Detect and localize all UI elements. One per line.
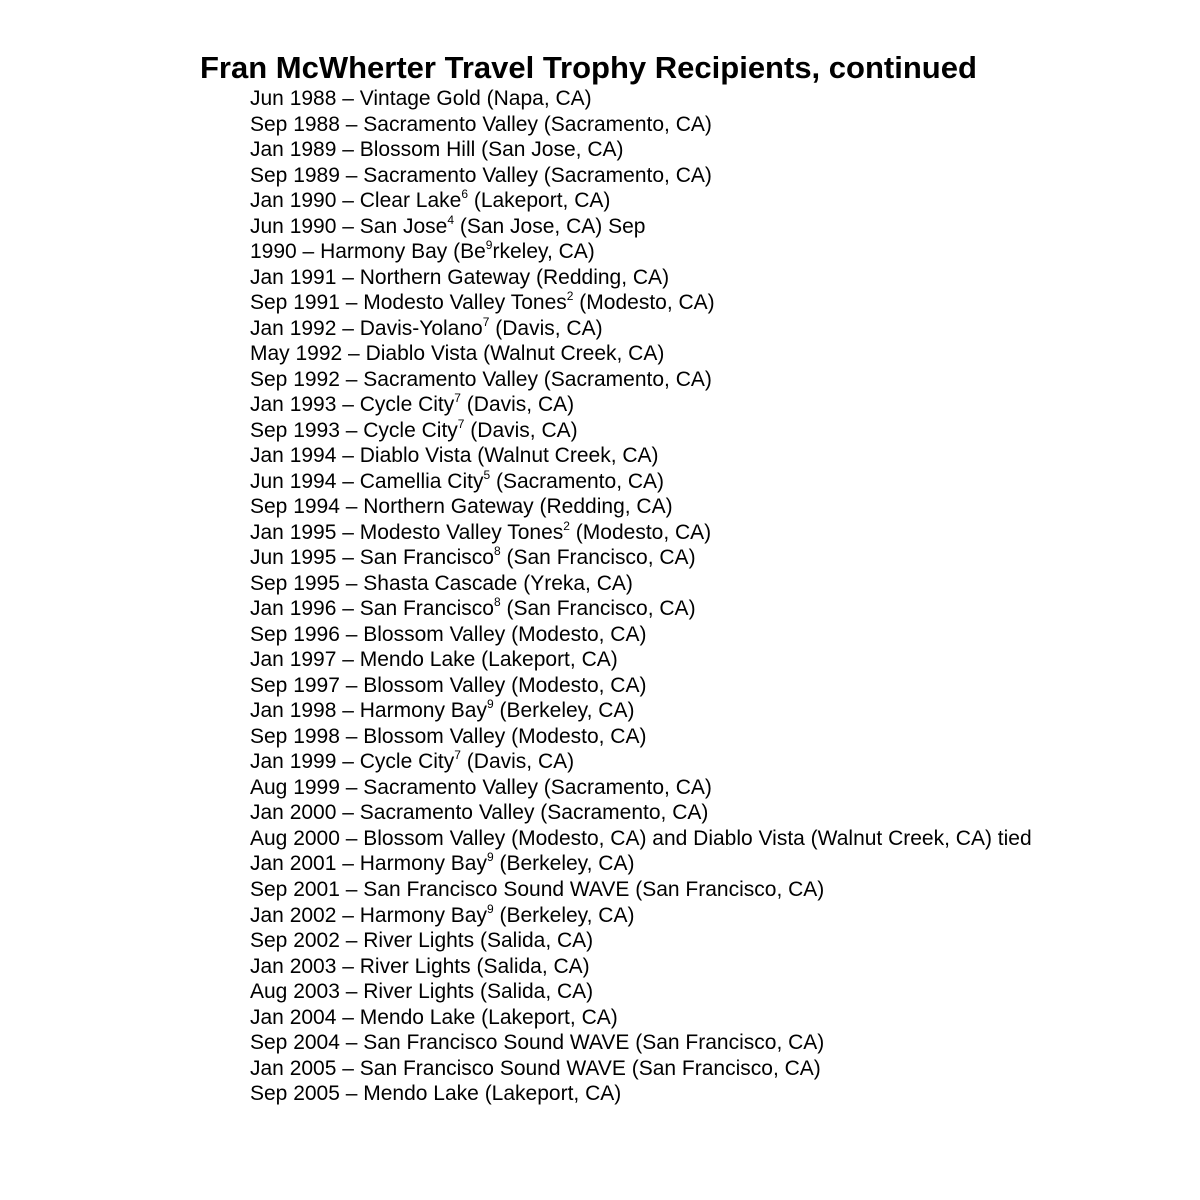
entry-text: Aug 2000 – Blossom Valley (Modesto, CA) and Diablo Vista (Walnut Creek, CA) tied [250, 826, 1032, 850]
recipient-entry [250, 443, 1032, 469]
entry-text: Sep 2005 – Mendo Lake [250, 1082, 479, 1106]
entry-location: (Lakeport, CA) [475, 1005, 618, 1029]
entry-location: (Redding, CA) [533, 495, 673, 519]
recipient-entry [250, 112, 1032, 138]
entry-location: (Salida, CA) [474, 980, 594, 1004]
entry-text: Sep 1996 – Blossom Valley [250, 622, 506, 646]
entry-location: (Berkeley, CA) [493, 699, 635, 723]
entry-location: (Lakeport, CA) [468, 189, 611, 213]
recipient-entry [250, 724, 1032, 750]
recipient-entry [250, 341, 1032, 367]
footnote-marker: 7 [482, 314, 490, 329]
entry-location: (Walnut Creek, CA) [477, 342, 665, 366]
recipient-entry [250, 1005, 1032, 1031]
recipient-list [250, 86, 1032, 1107]
recipient-entry [250, 903, 1032, 929]
entry-text: Jan 2005 – San Francisco Sound WAVE [250, 1056, 626, 1080]
entry-text: Sep 2002 – River Lights [250, 929, 475, 953]
recipient-entry [250, 749, 1032, 775]
recipient-entry [250, 1030, 1032, 1056]
recipient-entry [250, 494, 1032, 520]
footnote-marker: 2 [566, 289, 574, 304]
recipient-entry [250, 290, 1032, 316]
entry-location: (Modesto, CA) [505, 622, 647, 646]
footnote-marker: 5 [483, 467, 491, 482]
entry-location: (San Francisco, CA) [629, 1031, 825, 1055]
recipient-entry [250, 469, 1032, 495]
entry-location: (Modesto, CA) [569, 520, 712, 544]
entry-location: (San Francisco, CA) [629, 877, 825, 901]
entry-text: Sep 1988 – Sacramento Valley [250, 112, 538, 136]
entry-text: Jun 1990 – San Jose [250, 214, 448, 238]
entry-text: Sep 1993 – Cycle City [250, 418, 458, 442]
recipient-entry [250, 520, 1032, 546]
entry-text: Sep 2004 – San Francisco Sound WAVE [250, 1031, 630, 1055]
entry-text: Sep 1998 – Blossom Valley [250, 724, 506, 748]
entry-location: (San Francisco, CA) [500, 546, 696, 570]
entry-location: (Modesto, CA) [573, 291, 715, 315]
entry-text: Jan 1998 – Harmony Bay [250, 699, 487, 723]
recipient-entry [250, 239, 1032, 265]
recipient-entry [250, 775, 1032, 801]
recipient-entry [250, 1081, 1032, 1107]
entry-location: (Sacramento, CA) [534, 801, 709, 825]
recipient-entry [250, 316, 1032, 342]
recipient-entry [250, 1056, 1032, 1082]
recipient-entry [250, 826, 1032, 852]
footnote-marker: 7 [454, 748, 461, 763]
entry-location: (Sacramento, CA) [537, 775, 712, 799]
entry-text: Sep 1991 – Modesto Valley Tones [250, 291, 567, 315]
footnote-marker: 8 [493, 595, 501, 610]
entry-location: (Sacramento, CA) [537, 367, 712, 391]
entry-location: rkeley, CA) [492, 240, 595, 264]
recipient-entry [250, 86, 1032, 112]
entry-text: Jun 1988 – Vintage Gold [250, 87, 481, 110]
entry-text: Jan 1990 – Clear Lake [250, 189, 462, 213]
entry-location: (Salida, CA) [474, 929, 594, 953]
entry-text: Sep 1992 – Sacramento Valley [250, 367, 538, 391]
entry-text: Aug 2003 – River Lights [250, 980, 475, 1004]
recipient-entry [250, 214, 1032, 240]
entry-text: Jan 2000 – Sacramento Valley [250, 801, 535, 825]
entry-text: Jan 1996 – San Francisco [250, 597, 494, 621]
footnote-marker: 2 [563, 518, 570, 533]
entry-text: Jan 1999 – Cycle City [250, 750, 455, 774]
entry-location: (Berkeley, CA) [493, 903, 635, 927]
footnote-marker: 9 [485, 238, 493, 253]
entry-location: (Davis, CA) [460, 393, 575, 417]
entry-location: (Modesto, CA) [505, 673, 647, 697]
entry-text: Sep 1995 – Shasta Cascade [250, 571, 518, 595]
entry-location: (Sacramento, CA) [537, 112, 712, 136]
recipient-entry [250, 188, 1032, 214]
entry-text: Jan 1989 – Blossom Hill [250, 138, 476, 162]
recipient-entry [250, 418, 1032, 444]
footnote-marker: 6 [461, 187, 468, 202]
recipient-entry [250, 265, 1032, 291]
recipient-entry [250, 596, 1032, 622]
entry-location: (Walnut Creek, CA) [471, 444, 659, 468]
entry-text: Aug 1999 – Sacramento Valley [250, 775, 538, 799]
recipient-entry [250, 877, 1032, 903]
recipient-entry [250, 571, 1032, 597]
entry-text: Sep 1989 – Sacramento Valley [250, 163, 538, 187]
footnote-marker: 4 [447, 212, 455, 227]
footnote-marker: 9 [486, 850, 494, 865]
entry-location: (Berkeley, CA) [493, 852, 635, 876]
entry-text: Sep 2001 – San Francisco Sound WAVE [250, 877, 630, 901]
entry-location: (Davis, CA) [460, 750, 575, 774]
recipient-entry [250, 137, 1032, 163]
entry-text: 1990 – Harmony Bay (Be [250, 240, 486, 264]
entry-location: (Napa, CA) [480, 87, 592, 110]
entry-location: (Redding, CA) [530, 265, 670, 289]
recipient-entry [250, 954, 1032, 980]
entry-text: Jan 1994 – Diablo Vista [250, 444, 472, 468]
entry-location: (San Francisco, CA) [625, 1056, 821, 1080]
entry-location: (Sacramento, CA) [537, 163, 712, 187]
entry-text: Jun 1994 – Camellia City [250, 469, 484, 493]
entry-location: (Modesto, CA) [505, 724, 647, 748]
entry-text: Jan 1993 – Cycle City [250, 393, 455, 417]
recipient-entry [250, 367, 1032, 393]
recipient-entry [250, 928, 1032, 954]
entry-location: (San Jose, CA) Sep [454, 214, 646, 238]
entry-text: Sep 1994 – Northern Gateway [250, 495, 534, 519]
recipient-entry [250, 545, 1032, 571]
recipient-entry [250, 673, 1032, 699]
entry-text: Jan 1997 – Mendo Lake [250, 648, 476, 672]
recipient-entry [250, 622, 1032, 648]
recipient-entry [250, 647, 1032, 673]
entry-text: Sep 1997 – Blossom Valley [250, 673, 506, 697]
entry-text: Jan 2002 – Harmony Bay [250, 903, 487, 927]
entry-location: (Davis, CA) [489, 316, 603, 340]
entry-text: Jan 1991 – Northern Gateway [250, 265, 531, 289]
recipient-entry [250, 851, 1032, 877]
entry-text: Jan 1995 – Modesto Valley Tones [250, 520, 564, 544]
entry-location: (Lakeport, CA) [475, 648, 618, 672]
entry-location: (Salida, CA) [470, 954, 590, 978]
entry-text: Jan 1992 – Davis-Yolano [250, 316, 483, 340]
footnote-marker: 9 [486, 901, 494, 916]
entry-location: (Davis, CA) [464, 418, 578, 442]
recipient-entry [250, 392, 1032, 418]
entry-location: (Yreka, CA) [517, 571, 633, 595]
entry-text: May 1992 – Diablo Vista [250, 342, 478, 366]
entry-text: Jun 1995 – San Francisco [250, 546, 494, 570]
document-title: Fran McWherter Travel Trophy Recipients, continued [200, 50, 977, 85]
recipient-entry [250, 163, 1032, 189]
entry-text: Jan 2003 – River Lights [250, 954, 471, 978]
entry-location: (San Jose, CA) [475, 138, 624, 162]
entry-location: (Lakeport, CA) [478, 1082, 622, 1106]
entry-text: Jan 2001 – Harmony Bay [250, 852, 487, 876]
entry-location: (Sacramento, CA) [490, 469, 665, 493]
recipient-entry [250, 979, 1032, 1005]
entry-text: Jan 2004 – Mendo Lake [250, 1005, 476, 1029]
footnote-marker: 7 [454, 391, 461, 406]
entry-location: (San Francisco, CA) [500, 597, 696, 621]
footnote-marker: 9 [486, 697, 494, 712]
footnote-marker: 8 [493, 544, 501, 559]
footnote-marker: 7 [457, 416, 465, 431]
recipient-entry [250, 800, 1032, 826]
recipient-entry [250, 698, 1032, 724]
